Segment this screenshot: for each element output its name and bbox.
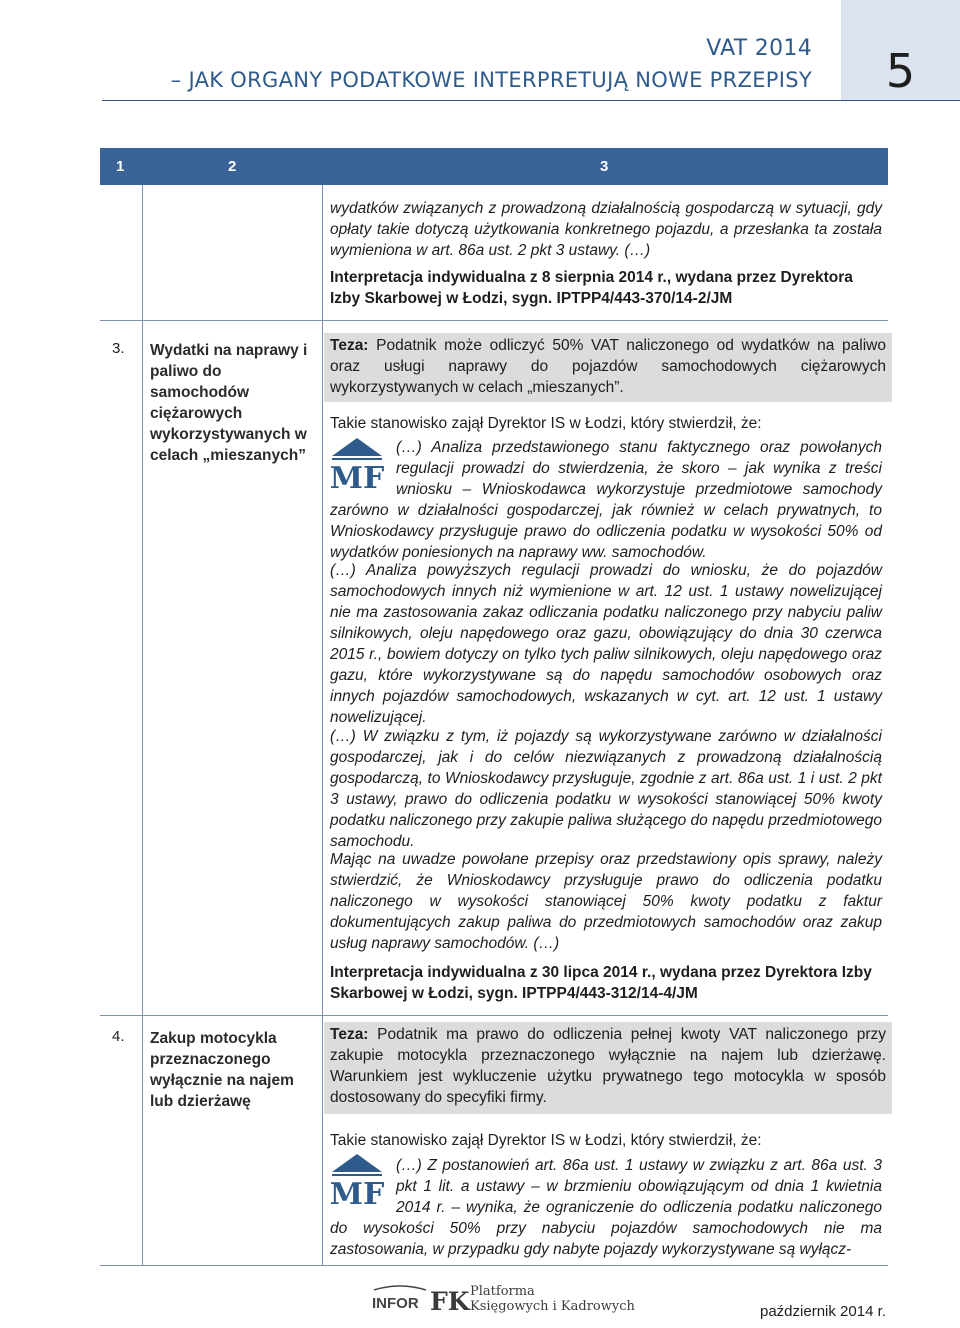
footer-brand-line1: Platforma: [470, 1284, 535, 1299]
row3-quote-1: [330, 437, 882, 563]
row3-source: Interpretacja indywidualna z 30 lipca 2014 r., wydana przez Dyrektora Izby Skarbowej w Łodzi, sygn. IPTPP4/443-312/14-4/JM: [330, 964, 872, 1002]
column-divider-2: [322, 185, 323, 1265]
row4-quote-1-text: (…) Z postanowień art. 86a ust. 1 ustawy w związku z art. 86a ust. 3 pkt 1 lit. a ustawy – w brzmieniu obowiązującym od dnia 1 kwietnia 2014 r. – wynika, że ograniczenie do odliczenia podatku naliczonego do wysokości 50% przy nabyciu pojazdów samochodowych nie ma zastosowania, w przypadku gdy nabyte pojazdy wykorzystywane są wyłącz-: [330, 1157, 882, 1258]
page-number: 5: [885, 44, 916, 98]
row3-stance: Takie stanowisko zajął Dyrektor IS w Łodzi, który stwierdził, że:: [330, 415, 762, 432]
row3-number: 3.: [112, 340, 125, 357]
row3-teza-box: [324, 333, 892, 402]
row3-quote-1-text: (…) Analiza przedstawionego stanu faktycznego oraz powołanych regulacji prowadzi do stwierdzenia, że skoro – jak wynika z treści wniosku – Wnioskodawca wykorzystuje przedmiotowe samochody zarówno w działalności gospodarczej, jak również w celach prywatnych, to Wnioskodawcy przysługuje prawo do odliczenia podatku w wysokości 50% od wydatków poniesionych na naprawy ww. samochodów.: [330, 439, 882, 561]
row3-title: Wydatki na naprawy i paliwo do samochodów ciężarowych wykorzystywanych w celach „mieszanych”: [150, 342, 308, 464]
header-subtitle: – JAK ORGANY PODATKOWE INTERPRETUJĄ NOWE PRZEPISY: [170, 68, 812, 92]
table-header-col2: 2: [228, 158, 237, 175]
page-number-box: [841, 0, 960, 100]
continuation-quote: wydatków związanych z prowadzoną działalnością gospodarczą w sytuacji, gdy opłaty takie dotyczą użytkowania konkretnego pojazdu, a przesłanka ta została wymieniona w art. 86a ust. 2 pkt 3 ustawy. (…): [330, 200, 882, 259]
row4-teza-text: Podatnik ma prawo do odliczenia pełnej kwoty VAT naliczonego przy zakupie motocykla przeznaczonego wyłącznie na najem lub dzierżawę. Warunkiem jest wykluczenie użytku prywatnego tego motocykla w sposób dostosowany do specyfiki firmy.: [330, 1026, 886, 1106]
table-header: [100, 148, 888, 185]
footer-brand-fk: FK: [430, 1287, 470, 1316]
continuation-source: Interpretacja indywidualna z 8 sierpnia 2014 r., wydana przez Dyrektora Izby Skarbowej w Łodzi, sygn. IPTPP4/443-370/14-2/JM: [330, 269, 853, 307]
footer-date: październik 2014 r.: [760, 1303, 886, 1320]
row3-quote-4: Mając na uwadze powołane przepisy oraz przedstawiony opis sprawy, należy stwierdzić, że Wnioskodawcy przysługuje prawo do odliczenia podatku naliczonego w wysokości stanowiącej 50% kwoty podatku z faktur dokumentujących zakup paliwa do przedmiotowych samochodów oraz zakup usług naprawy samochodów. (…): [330, 851, 882, 952]
row4-teza-label: Teza:: [330, 1026, 369, 1043]
footer-brand-infor: INFOR: [372, 1295, 419, 1312]
row4-title: Zakup motocykla przeznaczonego wyłącznie na najem lub dzierżawę: [150, 1030, 294, 1110]
table-header-col3: 3: [600, 158, 609, 175]
row4-number: 4.: [112, 1028, 125, 1045]
mf-logo-text: MF: [329, 461, 385, 494]
column-divider-1: [142, 185, 143, 1265]
row4-teza-box: [324, 1022, 892, 1114]
row-divider-4: [100, 1015, 888, 1016]
row3-quote-3: (…) W związku z tym, iż pojazdy są wykorzystywane zarówno w działalności gospodarczej, jak i do celów niezwiązanych z prowadzoną działalnością gospodarczą, to Wnioskodawcy przysługuje, zgodnie z art. 86a ust. 1 i ust. 2 pkt 3 ustawy, prawo do odliczenia podatku w wysokości stanowiącej 50% kwoty podatku naliczonego przy zakupie paliwa służącego do napędu przedmiotowego samochodu.: [330, 728, 882, 850]
footer-logo: [372, 1280, 642, 1316]
row3-teza-label: Teza:: [330, 337, 369, 354]
header-divider: [102, 100, 960, 101]
table-bottom-line: [100, 1265, 888, 1266]
table-header-col1: 1: [116, 158, 125, 175]
row3-teza-text: Podatnik może odliczyć 50% VAT naliczonego od wydatków na paliwo oraz usługi naprawy do pojazdów samochodowych ciężarowych wykorzystywanych w celach „mieszanych”.: [330, 337, 886, 396]
mf-logo-text: MF: [329, 1177, 385, 1210]
row-divider-3: [100, 320, 888, 321]
header-vat-title: VAT 2014: [706, 36, 812, 61]
footer-brand-line2: Księgowych i Kadrowych: [470, 1299, 635, 1314]
row3-quote-2: (…) Analiza powyższych regulacji prowadzi do wniosku, że do pojazdów samochodowych innych niż wymienione w art. 12 ust. 1 ustawy nowelizującej nie ma zastosowania zakaz odliczania podatku naliczonego przy nabyciu paliw silnikowych, oleju napędowego oraz gazu, obowiązujący do dnia 30 czerwca 2015 r., bowiem dotyczy on tylko tych paliw silnikowych, oleju napędowego oraz gazu, które wykorzystywane są do napędu samochodów osobowych oraz innych pojazdów samochodowych, wskazanych w cyt. art. 12 ust. 1 ustawy nowelizującej.: [330, 562, 882, 726]
row4-quote-1: [330, 1155, 882, 1260]
row4-stance: Takie stanowisko zajął Dyrektor IS w Łodzi, który stwierdził, że:: [330, 1132, 762, 1149]
